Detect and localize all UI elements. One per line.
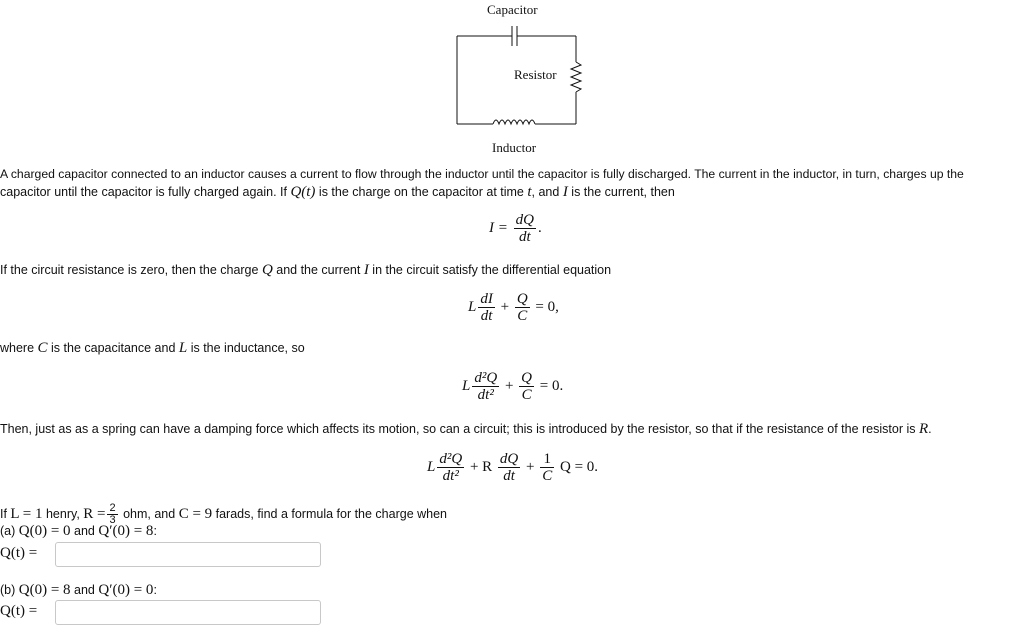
eq2-num1: dI	[480, 291, 493, 307]
eq4-num2: dQ	[499, 451, 519, 467]
eq3-fraction-1	[472, 370, 499, 403]
part-a-condition	[0, 523, 157, 540]
equation-second-order	[462, 370, 563, 403]
para3-text-a: where	[0, 341, 38, 355]
resistor-label: Resistor	[514, 67, 557, 82]
question-r-label: R =	[83, 505, 106, 522]
part-a-label: (a)	[0, 524, 19, 538]
eq3-l: L	[462, 377, 471, 394]
symbol-qt: Q(t)	[290, 184, 316, 200]
part-a-answer-input[interactable]	[55, 542, 321, 567]
paragraph-3	[0, 340, 305, 357]
para2-text-b: and the current	[272, 263, 364, 277]
intro-text-c: , and	[531, 185, 563, 199]
eq1-fraction	[514, 212, 536, 245]
eq2-num2: Q	[516, 291, 528, 307]
intro-text-b: is the charge on the capacitor at time	[315, 185, 528, 199]
part-a-cond1: Q(0) = 0	[18, 523, 71, 539]
part-b-cond1: Q(0) = 8	[18, 582, 71, 598]
para3-text-b: is the capacitance and	[47, 341, 179, 355]
eq2-den2: C	[517, 308, 528, 324]
eq3-end: = 0.	[539, 377, 564, 394]
circuit-diagram	[455, 4, 585, 154]
question-r-num: 2	[109, 502, 116, 514]
question-l-value: L = 1	[10, 505, 43, 522]
para4-text-b: .	[928, 422, 932, 436]
eq4-fraction-3	[540, 451, 554, 484]
equation-rlc	[427, 451, 598, 484]
part-b-label: (b)	[0, 583, 19, 597]
eq4-den1: dt²	[442, 468, 459, 484]
paragraph-2	[0, 262, 611, 279]
question-text-a: If	[0, 506, 11, 521]
eq2-end: = 0,	[535, 298, 559, 315]
symbol-c: C	[37, 340, 48, 356]
part-a-and: and	[70, 524, 99, 538]
eq1-denominator: dt	[518, 229, 531, 245]
part-a-colon: :	[153, 524, 157, 538]
para2-text-a: If the circuit resistance is zero, then the charge	[0, 263, 262, 277]
eq4-plus: +	[526, 458, 535, 475]
eq2-plus: +	[500, 298, 510, 315]
eq4-end: Q = 0.	[559, 458, 599, 475]
intro-line-2	[0, 184, 675, 201]
eq4-plus-r: + R	[469, 458, 493, 475]
intro-text-d: is the current, then	[567, 185, 675, 199]
eq2-l: L	[468, 298, 477, 315]
inductor-symbol	[493, 120, 535, 124]
eq4-fraction-2	[498, 451, 520, 484]
question-text-c: ohm, and	[119, 506, 179, 521]
eq3-den2: C	[521, 387, 532, 403]
intro-line-1: A charged capacitor connected to an inductor causes a current to flow through the inductor until the capacitor is fully discharged. The current in the inductor, in turn, charges up the	[0, 167, 964, 181]
intro-text-a: capacitor until the capacitor is fully charged again. If	[0, 185, 291, 199]
symbol-i-2: I	[363, 262, 369, 278]
eq4-l: L	[427, 458, 436, 475]
question-text-b: henry,	[42, 506, 84, 521]
capacitor-label: Capacitor	[487, 2, 538, 17]
symbol-t: t	[527, 184, 532, 200]
part-b-and: and	[70, 583, 99, 597]
symbol-i: I	[562, 184, 568, 200]
part-b-cond2: Q′(0) = 0	[98, 582, 154, 598]
question-r-den: 3	[109, 514, 116, 526]
part-a-cond2: Q′(0) = 8	[98, 523, 154, 539]
symbol-r: R	[918, 421, 929, 437]
part-b-answer-input[interactable]	[55, 600, 321, 625]
eq3-num1: d²Q	[474, 370, 498, 386]
question-text-d: farads, find a formula for the charge when	[212, 506, 448, 521]
eq2-fraction-2	[515, 291, 530, 324]
eq3-den1: dt²	[477, 387, 494, 403]
eq1-end: .	[537, 219, 542, 236]
eq3-plus: +	[504, 377, 514, 394]
part-b-answer-label: Q(t) =	[0, 603, 38, 619]
resistor-symbol	[571, 62, 581, 92]
equation-lc	[468, 291, 559, 324]
equation-current	[489, 212, 542, 245]
eq4-num1: d²Q	[439, 451, 463, 467]
part-a-answer-label: Q(t) =	[0, 545, 38, 561]
eq2-fraction-1	[478, 291, 495, 324]
para2-text-c: in the circuit satisfy the differential equation	[368, 263, 612, 277]
part-b-colon: :	[153, 583, 157, 597]
paragraph-4	[0, 421, 932, 438]
part-b-condition	[0, 582, 157, 599]
eq3-fraction-2	[519, 370, 534, 403]
para3-text-c: is the inductance, so	[187, 341, 305, 355]
eq4-den3: C	[542, 468, 553, 484]
eq4-num3: 1	[540, 451, 554, 468]
eq2-den1: dt	[480, 308, 493, 324]
eq4-fraction-1	[437, 451, 464, 484]
para4-text-a: Then, just as as a spring can have a damping force which affects its motion, so can a circuit; this is introduced by the resistor, so that if the resistance of the resistor is	[0, 422, 919, 436]
eq4-den2: dt	[503, 468, 515, 484]
eq3-num2: Q	[521, 370, 532, 386]
symbol-q: Q	[261, 262, 273, 278]
question-c-value: C = 9	[178, 505, 213, 522]
eq1-numerator: dQ	[515, 212, 534, 228]
eq1-lhs: I =	[489, 219, 508, 236]
inductor-label: Inductor	[492, 140, 537, 155]
symbol-l: L	[178, 340, 188, 356]
